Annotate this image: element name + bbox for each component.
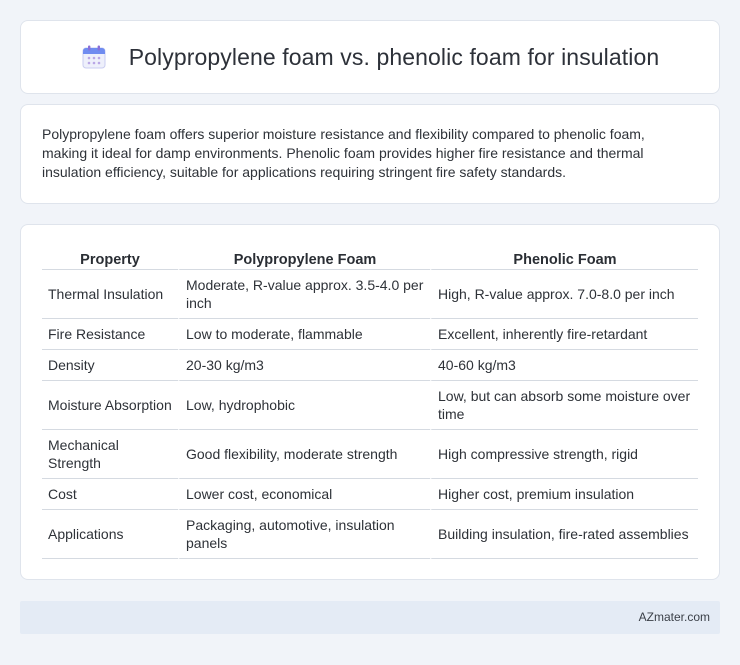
property-cell: Applications [42, 510, 178, 559]
polypropylene-cell: Packaging, automotive, insulation panels [178, 510, 430, 559]
title-card [20, 20, 720, 94]
property-cell: Thermal Insulation [42, 270, 178, 319]
table-row [42, 381, 698, 430]
column-header-property: Property [42, 246, 178, 270]
page-title: Polypropylene foam vs. phenolic foam for insulation [128, 43, 660, 70]
phenolic-cell: Higher cost, premium insulation [430, 479, 698, 510]
calendar-icon [81, 44, 107, 70]
footer-brand: AZmater.com [638, 610, 710, 624]
phenolic-cell: High compressive strength, rigid [430, 430, 698, 479]
property-cell: Moisture Absorption [42, 381, 178, 430]
polypropylene-cell: Low, hydrophobic [178, 381, 430, 430]
table-row [42, 479, 698, 510]
phenolic-cell: High, R-value approx. 7.0-8.0 per inch [430, 270, 698, 319]
polypropylene-cell: Moderate, R-value approx. 3.5-4.0 per inch [178, 270, 430, 319]
intro-paragraph: Polypropylene foam offers superior moisture resistance and flexibility compared to phenolic foam, making it ideal for damp environments. Phenolic foam provides higher fire resistance and thermal insulation efficiency, suitable for applications requiring stringent fire safety standards. [42, 126, 645, 180]
title-bar [21, 21, 719, 93]
intro-card [20, 104, 720, 204]
property-cell: Cost [42, 479, 178, 510]
phenolic-cell: 40-60 kg/m3 [430, 350, 698, 381]
table-row [42, 430, 698, 479]
comparison-card [20, 224, 720, 580]
polypropylene-cell: 20-30 kg/m3 [178, 350, 430, 381]
phenolic-cell: Excellent, inherently fire-retardant [430, 319, 698, 350]
polypropylene-cell: Good flexibility, moderate strength [178, 430, 430, 479]
table-row [42, 510, 698, 559]
table-row [42, 350, 698, 381]
polypropylene-cell: Lower cost, economical [178, 479, 430, 510]
polypropylene-cell: Low to moderate, flammable [178, 319, 430, 350]
column-header-phenolic: Phenolic Foam [430, 246, 698, 270]
table-row [42, 270, 698, 319]
table-row [42, 319, 698, 350]
column-header-polypropylene: Polypropylene Foam [178, 246, 430, 270]
phenolic-cell: Building insulation, fire-rated assemblies [430, 510, 698, 559]
comparison-table [42, 246, 698, 559]
phenolic-cell: Low, but can absorb some moisture over time [430, 381, 698, 430]
table-header-row [42, 246, 698, 270]
footer-bar [20, 601, 720, 634]
property-cell: Mechanical Strength [42, 430, 178, 479]
property-cell: Fire Resistance [42, 319, 178, 350]
property-cell: Density [42, 350, 178, 381]
